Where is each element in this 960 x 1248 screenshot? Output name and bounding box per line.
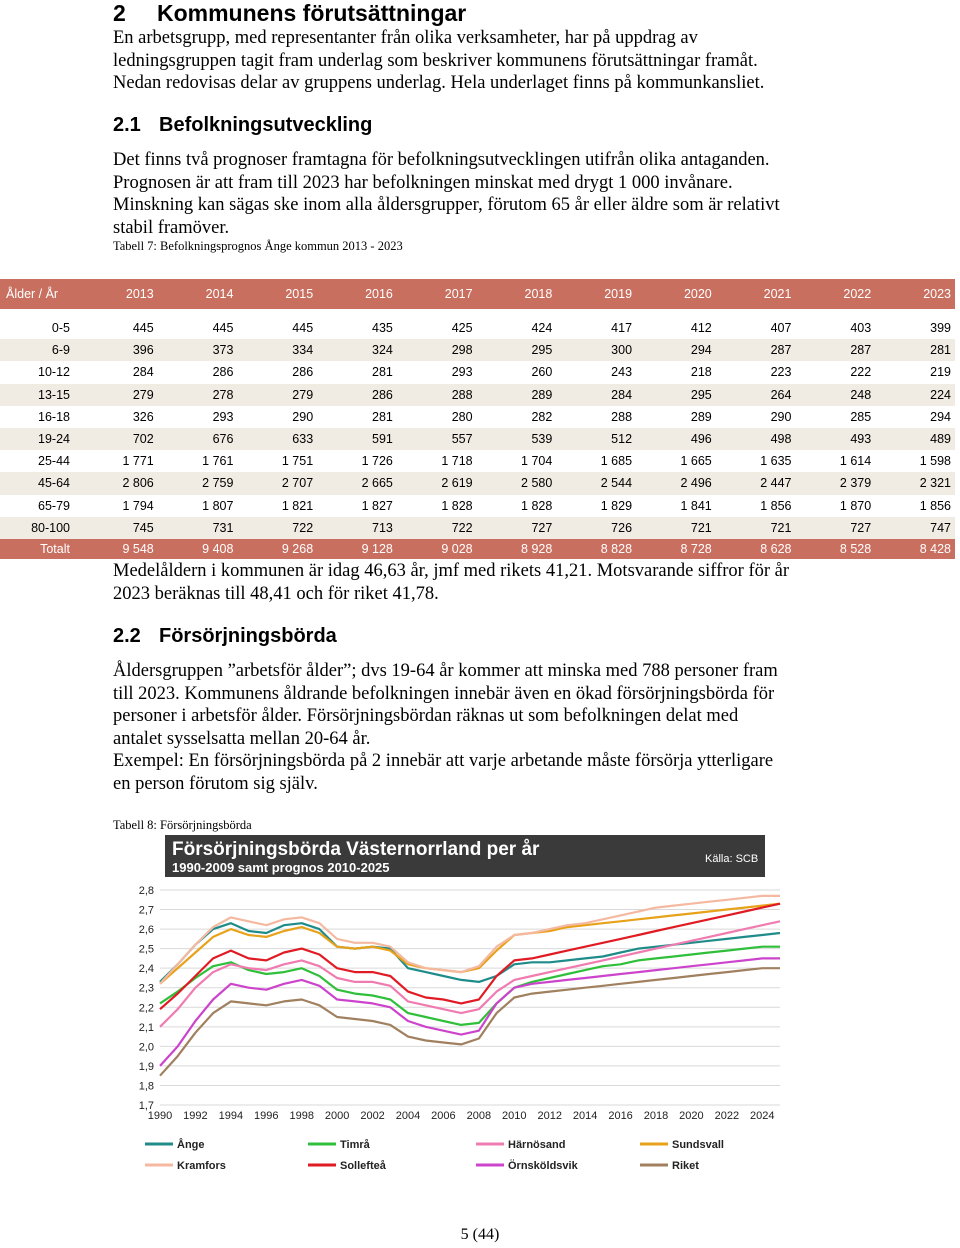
legend-label: Timrå (340, 1139, 370, 1151)
year-header: 2020 (636, 279, 716, 309)
value-cell: 1 665 (680, 454, 712, 469)
value-cell: 1 794 (122, 498, 154, 513)
paragraph-line: stabil framöver. (113, 217, 230, 238)
value-cell: 278 (158, 384, 238, 406)
value-cell: 289 (477, 384, 557, 406)
value-cell: 407 (770, 321, 792, 336)
x-tick-label: 1992 (183, 1110, 208, 1122)
page-number: 5 (44) (460, 1226, 500, 1243)
paragraph-line: Minskning kan sägas ske inom alla åldersgrupper, förutom 65 år eller äldre som är relativt (113, 195, 780, 215)
year-header: 2013 (78, 279, 158, 309)
value-cell: 295 (636, 384, 716, 406)
value-cell: 676 (158, 428, 238, 450)
value-cell: 279 (237, 384, 317, 406)
value-cell: 498 (716, 428, 796, 450)
x-tick-label: 2018 (643, 1110, 669, 1122)
value-cell: 286 (212, 365, 234, 380)
table-row (0, 384, 955, 406)
value-cell: 1 841 (680, 498, 712, 513)
value-cell: 727 (477, 517, 557, 539)
value-cell: 731 (158, 517, 238, 539)
value-cell: 445 (292, 321, 314, 336)
x-tick-label: 2006 (431, 1110, 456, 1122)
table-row (0, 361, 955, 383)
value-cell: 260 (531, 365, 553, 380)
y-tick-label: 2,4 (138, 963, 154, 976)
value-cell: 287 (716, 339, 796, 361)
paragraph-line: en person förutom sig själv. (113, 773, 318, 794)
value-cell: 1 856 (760, 498, 792, 513)
table-header-row (0, 279, 955, 309)
value-cell: 1 807 (202, 498, 234, 513)
x-tick-label: 1996 (254, 1110, 279, 1122)
x-tick-label: 2020 (679, 1110, 704, 1122)
age-group-cell: 25-44 (38, 454, 70, 469)
y-tick-label: 1,9 (138, 1060, 154, 1073)
series-line-7 (160, 968, 780, 1075)
legend-label: Kramfors (177, 1160, 226, 1172)
chart-source: Källa: SCB (705, 853, 759, 865)
table-row (0, 406, 955, 428)
value-cell: 288 (397, 384, 477, 406)
value-cell: 493 (795, 428, 875, 450)
subsection-number: 2.2 (113, 625, 141, 647)
x-tick-label: 1998 (289, 1110, 314, 1122)
value-cell: 223 (770, 365, 792, 380)
section-number: 2 (113, 0, 126, 26)
subsection-heading-2-2 (113, 625, 337, 648)
value-cell: 224 (875, 384, 955, 406)
value-cell: 445 (212, 321, 234, 336)
value-cell: 284 (556, 384, 636, 406)
age-group-cell: 13-15 (0, 384, 78, 406)
x-tick-label: 2008 (466, 1110, 492, 1122)
value-cell: 373 (158, 339, 238, 361)
total-value-cell: 8 528 (795, 539, 875, 559)
year-header: 2015 (237, 279, 317, 309)
value-cell: 218 (690, 365, 712, 380)
value-cell: 2 321 (875, 472, 955, 494)
table-row (0, 450, 955, 472)
intro-line: En arbetsgrupp, med representanter från olika verksamheter, har på uppdrag av (113, 28, 698, 48)
value-cell: 721 (716, 517, 796, 539)
value-cell: 399 (930, 321, 951, 336)
support-burden-paragraph (113, 660, 853, 795)
legend-label: Riket (672, 1160, 699, 1172)
value-cell: 293 (212, 409, 234, 424)
x-tick-label: 2014 (572, 1110, 598, 1122)
table8-caption: Tabell 8: Försörjningsbörda (113, 818, 252, 832)
age-group-cell: 19-24 (0, 428, 78, 450)
value-cell: 745 (78, 517, 158, 539)
age-group-cell: 80-100 (0, 517, 78, 539)
value-cell: 286 (292, 365, 314, 380)
chart-svg (130, 835, 802, 1180)
medel-paragraph (113, 560, 853, 605)
value-cell: 1 751 (281, 454, 314, 469)
total-row (0, 539, 955, 559)
age-group-cell: 45-64 (0, 472, 78, 494)
table-row (0, 317, 955, 339)
age-group-cell: 16-18 (38, 409, 70, 424)
total-value-cell: 9 128 (317, 539, 397, 559)
year-header: 2014 (158, 279, 238, 309)
population-paragraph (113, 149, 853, 239)
x-tick-label: 2002 (360, 1110, 385, 1122)
value-cell: 2 496 (636, 472, 716, 494)
y-tick-label: 2,7 (138, 904, 154, 917)
series-line-5 (160, 904, 780, 1010)
value-cell: 726 (556, 517, 636, 539)
value-cell: 281 (372, 365, 393, 380)
total-value-cell: 8 428 (875, 539, 955, 559)
value-cell: 324 (317, 339, 397, 361)
year-header: 2017 (397, 279, 477, 309)
value-cell: 290 (770, 409, 792, 424)
y-tick-label: 1,7 (138, 1100, 154, 1112)
value-cell: 2 580 (477, 472, 557, 494)
year-header: 2023 (875, 279, 955, 309)
value-cell: 2 379 (795, 472, 875, 494)
value-cell: 2 665 (317, 472, 397, 494)
value-cell: 1 828 (441, 498, 473, 513)
value-cell: 1 856 (919, 498, 951, 513)
y-tick-label: 2,3 (138, 982, 154, 995)
value-cell: 702 (78, 428, 158, 450)
value-cell: 512 (556, 428, 636, 450)
value-cell: 290 (292, 409, 314, 424)
value-cell: 1 598 (919, 454, 951, 469)
year-header: 2016 (317, 279, 397, 309)
value-cell: 2 447 (716, 472, 796, 494)
value-cell: 279 (78, 384, 158, 406)
table-row (0, 472, 955, 494)
table-row (0, 339, 955, 361)
value-cell: 435 (372, 321, 393, 336)
paragraph-line: Prognosen är att fram till 2023 har befolkningen minskat med drygt 1 000 invånare. (113, 172, 733, 193)
value-cell: 591 (317, 428, 397, 450)
value-cell: 721 (636, 517, 716, 539)
value-cell: 289 (690, 409, 712, 424)
y-tick-label: 2,5 (138, 943, 154, 956)
paragraph-line: 2023 beräknas till 48,41 och för riket 41,78. (113, 583, 439, 604)
x-tick-label: 2012 (537, 1110, 562, 1122)
value-cell: 280 (451, 409, 473, 424)
value-cell: 1 771 (122, 454, 154, 469)
value-cell: 557 (397, 428, 477, 450)
x-tick-label: 2024 (750, 1110, 775, 1122)
intro-paragraph (113, 27, 853, 95)
x-tick-label: 2004 (395, 1110, 421, 1122)
value-cell: 1 761 (202, 454, 234, 469)
legend-label: Örnsköldsvik (508, 1160, 578, 1172)
total-value-cell: 8 628 (716, 539, 796, 559)
value-cell: 326 (132, 409, 154, 424)
intro-line: ledningsgruppen tagit fram underlag som beskriver kommunens förutsättningar framåt. (113, 50, 758, 71)
value-cell: 288 (611, 409, 633, 424)
value-cell: 539 (477, 428, 557, 450)
paragraph-line: Det finns två prognoser framtagna för befolkningsutvecklingen utifrån olika antaganden. (113, 150, 770, 170)
value-cell: 1 821 (281, 498, 314, 513)
x-tick-label: 2010 (502, 1110, 527, 1122)
value-cell: 1 870 (839, 498, 872, 513)
value-cell: 2 619 (397, 472, 477, 494)
value-cell: 282 (531, 409, 553, 424)
paragraph-line: antalet sysselsatta mellan 20-64 år. (113, 728, 371, 749)
value-cell: 300 (556, 339, 636, 361)
table-row (0, 428, 955, 450)
total-value-cell: 8 928 (477, 539, 557, 559)
value-cell: 1 726 (361, 454, 393, 469)
value-cell: 747 (875, 517, 955, 539)
x-tick-label: 2022 (714, 1110, 740, 1122)
value-cell: 219 (930, 365, 951, 380)
y-tick-label: 2,2 (138, 1002, 154, 1015)
subsection-number: 2.1 (113, 114, 141, 136)
value-cell: 417 (611, 321, 633, 336)
value-cell: 489 (875, 428, 955, 450)
value-cell: 295 (477, 339, 557, 361)
value-cell: 412 (690, 321, 712, 336)
value-cell: 403 (850, 321, 872, 336)
value-cell: 222 (850, 365, 872, 380)
value-cell: 2 707 (237, 472, 317, 494)
total-value-cell: 8 728 (636, 539, 716, 559)
age-group-cell: 65-79 (38, 498, 70, 513)
value-cell: 1 718 (441, 454, 473, 469)
value-cell: 2 544 (556, 472, 636, 494)
intro-line: Nedan redovisas delar av gruppens underlag. Hela underlaget finns på kommunkansliet. (113, 73, 765, 93)
support-burden-chart (130, 835, 802, 1180)
value-cell: 243 (611, 365, 633, 380)
value-cell: 1 828 (521, 498, 553, 513)
legend-label: Sundsvall (672, 1139, 724, 1151)
series-line-0 (160, 923, 780, 982)
year-header: 2021 (716, 279, 796, 309)
subsection-title: Befolkningsutveckling (159, 114, 373, 136)
value-cell: 285 (850, 409, 872, 424)
y-tick-label: 2,6 (138, 924, 154, 937)
legend-label: Härnösand (508, 1139, 566, 1151)
y-tick-label: 2,8 (138, 885, 154, 897)
value-cell: 264 (716, 384, 796, 406)
paragraph-line: Åldersgruppen ”arbetsför ålder”; dvs 19-64 år kommer att minska med 788 personer fram (113, 661, 778, 681)
value-cell: 2 759 (158, 472, 238, 494)
value-cell: 722 (237, 517, 317, 539)
value-cell: 294 (930, 409, 951, 424)
value-cell: 396 (78, 339, 158, 361)
year-header: 2022 (795, 279, 875, 309)
header-label: Ålder / År (0, 279, 78, 309)
year-header: 2018 (477, 279, 557, 309)
paragraph-line: personer i arbetsför ålder. Försörjningsbördan räknas ut som befolkningen delat med (113, 706, 739, 726)
section-heading (113, 0, 466, 27)
table-row (0, 517, 955, 539)
value-cell: 287 (795, 339, 875, 361)
value-cell: 1 685 (600, 454, 633, 469)
x-tick-label: 2000 (324, 1110, 350, 1122)
total-value-cell: 8 828 (556, 539, 636, 559)
subsection-heading-2-1 (113, 114, 372, 137)
value-cell: 633 (237, 428, 317, 450)
total-value-cell: 9 548 (78, 539, 158, 559)
legend-label: Sollefteå (340, 1160, 386, 1172)
value-cell: 1 704 (521, 454, 553, 469)
value-cell: 248 (795, 384, 875, 406)
value-cell: 2 806 (78, 472, 158, 494)
y-tick-label: 1,8 (138, 1080, 154, 1093)
total-label: Totalt (0, 539, 78, 559)
value-cell: 334 (237, 339, 317, 361)
value-cell: 298 (397, 339, 477, 361)
value-cell: 294 (636, 339, 716, 361)
value-cell: 1 829 (600, 498, 633, 513)
value-cell: 1 635 (760, 454, 792, 469)
subsection-title: Försörjningsbörda (159, 625, 337, 647)
value-cell: 727 (795, 517, 875, 539)
value-cell: 286 (317, 384, 397, 406)
y-tick-label: 2,1 (138, 1021, 154, 1034)
table-row (0, 495, 955, 517)
x-tick-label: 1994 (218, 1110, 244, 1122)
value-cell: 424 (531, 321, 553, 336)
value-cell: 722 (397, 517, 477, 539)
legend-label: Ånge (177, 1139, 205, 1151)
paragraph-line: till 2023. Kommunens åldrande befolkningen innebär även en ökad försörjningsbörda för (113, 683, 775, 704)
value-cell: 425 (451, 321, 473, 336)
age-group-cell: 10-12 (38, 365, 70, 380)
paragraph-line: Exempel: En försörjningsbörda på 2 innebär att varje arbetande måste försörja ytterligare (113, 751, 774, 771)
population-forecast-table (0, 279, 955, 559)
y-tick-label: 2,0 (138, 1041, 154, 1054)
value-cell: 445 (132, 321, 154, 336)
value-cell: 713 (317, 517, 397, 539)
x-tick-label: 1990 (147, 1110, 173, 1122)
age-group-cell: 0-5 (51, 321, 70, 336)
table7-caption: Tabell 7: Befolkningsprognos Ånge kommun 2013 - 2023 (113, 239, 403, 253)
total-value-cell: 9 408 (158, 539, 238, 559)
value-cell: 284 (132, 365, 154, 380)
age-group-cell: 6-9 (0, 339, 78, 361)
total-value-cell: 9 268 (237, 539, 317, 559)
value-cell: 281 (875, 339, 955, 361)
paragraph-line: Medelåldern i kommunen är idag 46,63 år, jmf med rikets 41,21. Motsvarande siffror för år (113, 561, 790, 581)
value-cell: 1 614 (839, 454, 872, 469)
x-tick-label: 2016 (608, 1110, 633, 1122)
chart-subtitle: 1990-2009 samt prognos 2010-2025 (172, 860, 390, 875)
total-value-cell: 9 028 (397, 539, 477, 559)
value-cell: 281 (372, 409, 393, 424)
series-line-2 (160, 921, 780, 1027)
value-cell: 1 827 (361, 498, 393, 513)
section-title: Kommunens förutsättningar (157, 0, 467, 26)
value-cell: 496 (636, 428, 716, 450)
value-cell: 293 (451, 365, 473, 380)
chart-title: Försörjningsbörda Västernorrland per år (172, 839, 540, 860)
year-header: 2019 (556, 279, 636, 309)
